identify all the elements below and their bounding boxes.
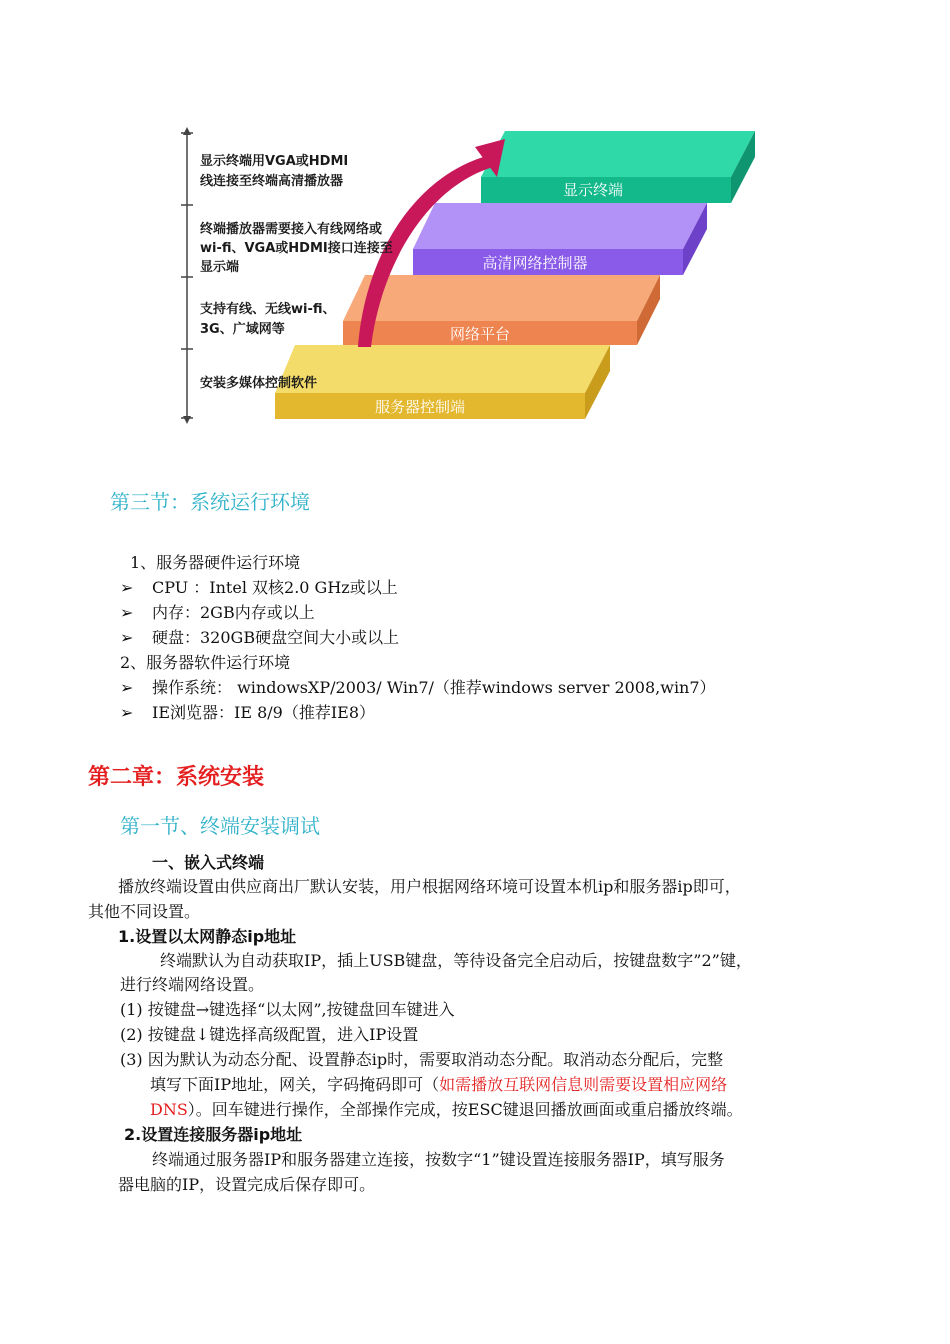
paragraph: 进行终端网络设置。 [120,975,265,994]
step-item: (1) 按键盘→键选择“以太网”,按键盘回车键进入 [120,1000,455,1019]
bullet-arrow-icon: ➢ [120,678,134,697]
bullet-arrow-icon: ➢ [120,703,134,722]
svg-text:显示终端用VGA或HDMI: 显示终端用VGA或HDMI [200,154,349,169]
chapter-title: 第二章：系统安装 [88,765,265,790]
annotation-level-2 [200,221,393,275]
layer-server-control [275,345,610,419]
bullet-item: ➢ 操作系统： windowsXP/2003/ Win7/（推荐windows server 2008,win7） [120,675,716,700]
paragraph: 其他不同设置。 [88,902,201,921]
dns-note: DNS [150,1100,188,1119]
level-bracket [181,133,193,418]
annotation-level-4 [200,375,317,391]
paragraph: 播放终端设置由供应商出厂默认安装，用户根据网络环境可设置本机ip和服务器ip即可， [118,877,741,896]
dns-note: 如需播放互联网信息则需要设置相应网络 [439,1075,728,1094]
paragraph: 终端通过服务器IP和服务器建立连接，按数字“1”键设置连接服务器IP，填写服务 [152,1150,725,1169]
layer-display-terminal [481,131,755,203]
step-title: 2.设置连接服务器ip地址 [124,1125,303,1144]
step-title: 1.设置以太网静态ip地址 [118,927,297,946]
layer-label-server: 服务器控制端 [374,398,466,416]
bullet-item: ➢ IE浏览器：IE 8/9（推荐IE8） [120,700,375,725]
bullet-item: ➢ 内存：2GB内存或以上 [120,600,315,625]
section-title: 第一节、终端安装调试 [120,814,320,838]
bullet-item: ➢ 硬盘：320GB硬盘空间大小或以上 [120,625,399,650]
subsection-title: 一、嵌入式终端 [152,853,265,872]
paragraph: 器电脑的IP，设置完成后保存即可。 [118,1175,376,1194]
sw-env-title: 2、服务器软件运行环境 [120,653,291,672]
layer-label-network: 网络平台 [449,325,511,343]
svg-text:wi-fi、VGA或HDMI接口连接至: wi-fi、VGA或HDMI接口连接至 [200,241,393,256]
step-item: (2) 按键盘↓键选择高级配置，进入IP设置 [120,1025,419,1044]
bullet-arrow-icon: ➢ [120,603,134,622]
svg-text:安装多媒体控制软件: 安装多媒体控制软件 [200,376,318,391]
paragraph: 终端默认为自动获取IP，插上USB键盘，等待设备完全启动后，按键盘数字”2”键， [160,951,752,970]
layer-hd-controller [413,203,707,275]
layer-label-display: 显示终端 [562,181,624,199]
svg-text:3G、广域网等: 3G、广域网等 [200,322,285,337]
svg-text:终端播放器需要接入有线网络或: 终端播放器需要接入有线网络或 [200,222,383,237]
bullet-item: ➢ CPU ：Intel 双核2.0 GHz或以上 [120,575,398,600]
svg-text:支持有线、无线wi-fi、: 支持有线、无线wi-fi、 [200,302,336,317]
step-item: 填写下面IP地址，网关，字码掩码即可（如需播放互联网信息则需要设置相应网络 [150,1075,728,1094]
section-title: 第三节：系统运行环境 [110,490,310,514]
architecture-diagram [175,125,765,430]
annotation-level-3 [200,301,336,337]
svg-text:显示端: 显示端 [200,260,240,275]
hw-env-title: 1、服务器硬件运行环境 [130,553,301,572]
layer-label-controller: 高清网络控制器 [482,254,588,272]
step-item: (3) 因为默认为动态分配、设置静态ip时，需要取消动态分配。取消动态分配后，完整 [120,1050,724,1069]
bullet-arrow-icon: ➢ [120,628,134,647]
svg-text:线连接至终端高清播放器: 线连接至终端高清播放器 [200,174,344,189]
annotation-level-1 [200,153,348,189]
step-item: DNS）。回车键进行操作，全部操作完成，按ESC键退回播放画面或重启播放终端。 [150,1100,743,1119]
layer-network-platform [343,275,660,345]
bullet-arrow-icon: ➢ [120,578,134,597]
